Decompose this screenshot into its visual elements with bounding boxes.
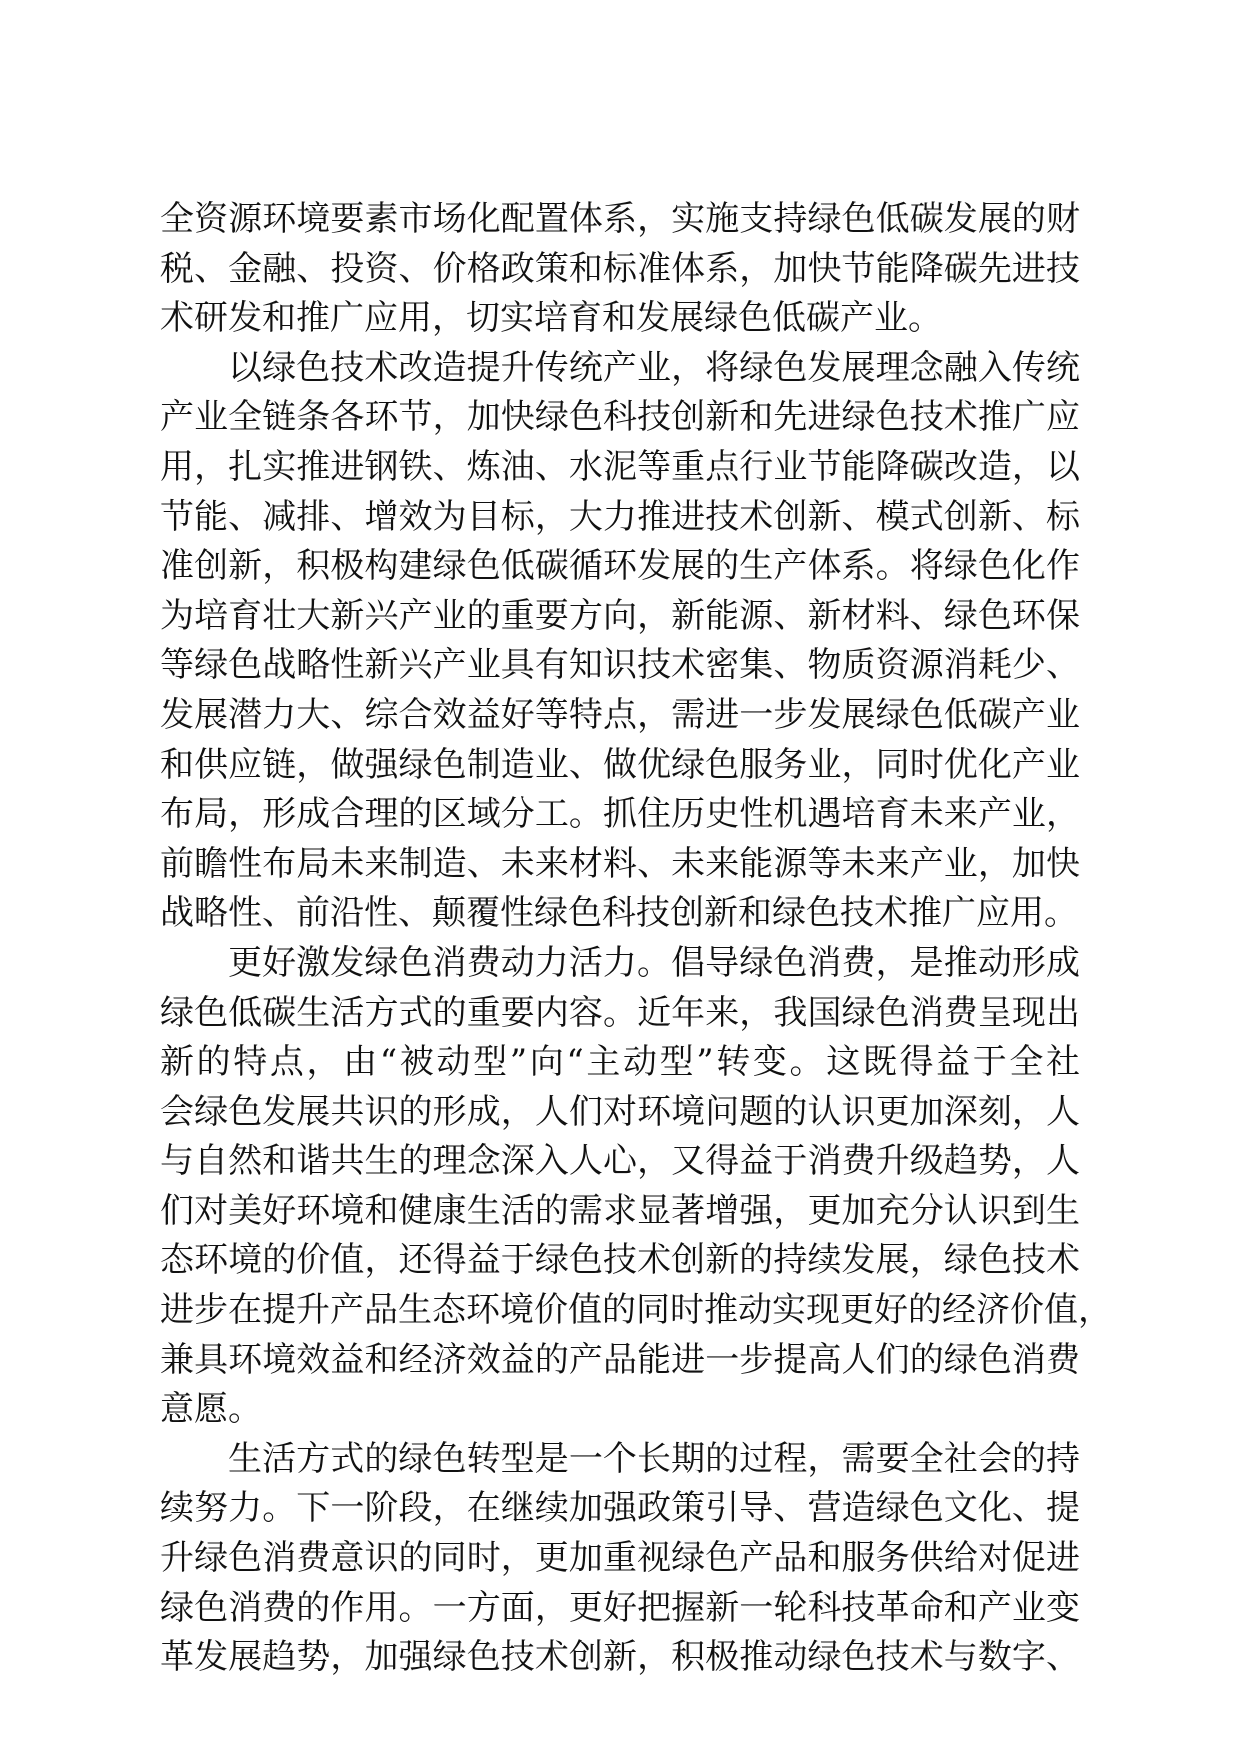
- text-line: 绿色消费的作用。一方面，更好把握新一轮科技革命和产业变: [160, 1587, 1080, 1628]
- paragraph-4: [160, 1435, 1080, 1683]
- text-line: 用，扎实推进钢铁、炼油、水泥等重点行业节能降碳改造，以: [160, 446, 1080, 487]
- text-line: 等绿色战略性新兴产业具有知识技术密集、物质资源消耗少、: [160, 645, 1080, 686]
- text-line: 革发展趋势，加强绿色技术创新，积极推动绿色技术与数字、: [160, 1637, 1080, 1678]
- text-line: 战略性、前沿性、颠覆性绿色科技创新和绿色技术推广应用。: [160, 893, 1078, 934]
- text-line: 生活方式的绿色转型是一个长期的过程，需要全社会的持: [228, 1438, 1080, 1479]
- text-line: 绿色低碳生活方式的重要内容。近年来，我国绿色消费呈现出: [160, 992, 1080, 1033]
- text-line: 意愿。: [160, 1389, 262, 1430]
- text-line: 术研发和推广应用，切实培育和发展绿色低碳产业。: [160, 298, 942, 339]
- text-line: 节能、减排、增效为目标，大力推进技术创新、模式创新、标: [160, 496, 1080, 537]
- text-line: 前瞻性布局未来制造、未来材料、未来能源等未来产业，加快: [160, 843, 1080, 884]
- text-line: 以绿色技术改造提升传统产业，将绿色发展理念融入传统: [228, 347, 1080, 388]
- text-line: 进步在提升产品生态环境价值的同时推动实现更好的经济价值，: [160, 1290, 1112, 1331]
- text-line: 发展潜力大、综合效益好等特点，需进一步发展绿色低碳产业: [160, 694, 1080, 735]
- text-line: 全资源环境要素市场化配置体系，实施支持绿色低碳发展的财: [160, 199, 1080, 239]
- text-line: 续努力。下一阶段，在继续加强政策引导、营造绿色文化、提: [160, 1488, 1080, 1529]
- text-line: 更好激发绿色消费动力活力。倡导绿色消费，是推动形成: [228, 942, 1080, 983]
- text-line: 准创新，积极构建绿色低碳循环发展的生产体系。将绿色化作: [160, 546, 1080, 587]
- text-line: 为培育壮大新兴产业的重要方向，新能源、新材料、绿色环保: [160, 595, 1080, 636]
- text-line: 升绿色消费意识的同时，更加重视绿色产品和服务供给对促进: [160, 1538, 1080, 1579]
- paragraph-1: [160, 195, 1080, 344]
- document-body: [160, 195, 1112, 1683]
- paragraph-3: [160, 939, 1112, 1435]
- paragraph-2: [160, 344, 1080, 939]
- text-line: 和供应链，做强绿色制造业、做优绿色服务业，同时优化产业: [160, 744, 1080, 785]
- text-line: 布局，形成合理的区域分工。抓住历史性机遇培育未来产业，: [160, 794, 1080, 835]
- text-line: 们对美好环境和健康生活的需求显著增强，更加充分认识到生: [160, 1190, 1080, 1231]
- text-line: 产业全链条各环节，加快绿色科技创新和先进绿色技术推广应: [160, 397, 1080, 438]
- text-line: 态环境的价值，还得益于绿色技术创新的持续发展，绿色技术: [160, 1240, 1080, 1281]
- text-line: 会绿色发展共识的形成，人们对环境问题的认识更加深刻，人: [160, 1091, 1080, 1132]
- text-line: 与自然和谐共生的理念深入人心，又得益于消费升级趋势，人: [160, 1141, 1080, 1182]
- text-line: 兼具环境效益和经济效益的产品能进一步提高人们的绿色消费: [160, 1339, 1080, 1380]
- text-line: 税、金融、投资、价格政策和标准体系，加快节能降碳先进技: [160, 248, 1080, 289]
- text-line: 新的特点，由“被动型”向“主动型”转变。这既得益于全社: [160, 1042, 1080, 1083]
